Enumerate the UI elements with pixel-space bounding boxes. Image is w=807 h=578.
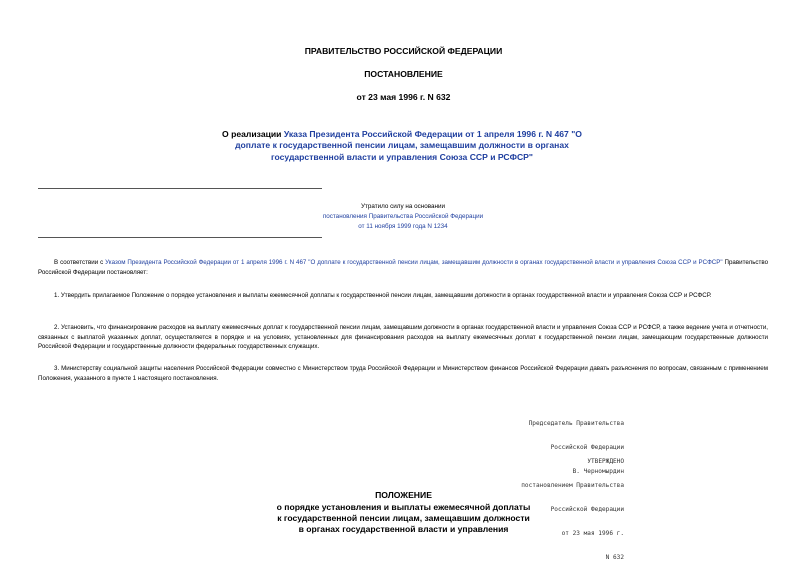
regulation-title-line3: в органах государственной власти и управления bbox=[298, 524, 509, 534]
signature-line3: В. Черномырдин bbox=[572, 468, 624, 475]
regulation-title-line1: о порядке установления и выплаты ежемесячной доплаты bbox=[276, 502, 531, 512]
approved-line4: от 23 мая 1996 г. bbox=[561, 530, 624, 537]
signature-line1: Председатель Правительства bbox=[528, 420, 624, 427]
document-date-number: от 23 мая 1996 г. N 632 bbox=[356, 92, 451, 102]
lost-force-line1: Утратило силу на основании bbox=[360, 203, 446, 210]
divider-top bbox=[38, 188, 322, 189]
preamble-decree-link[interactable]: Указом Президента Российской Федерации от 1 апреля 1996 г. N 467 "О доплате к государственной пенсии лицам, замещавшим должности в органах государственной власти и управления Союза ССР и РСФСР" bbox=[105, 259, 723, 266]
preamble-suffix: Правительство Российской Федерации постановляет: bbox=[38, 259, 769, 276]
title-decree-link[interactable]: Указа Президента Российской Федерации от 1 апреля 1996 г. N 467 "О доплате к государственной пенсии лицам, замещавшим должности в органах государственной власти и управления Союза ССР и РСФСР" bbox=[235, 129, 582, 162]
regulation-heading: ПОЛОЖЕНИЕ bbox=[375, 490, 432, 500]
regulation-title-line2: к государственной пенсии лицам, замещавшим должности bbox=[277, 513, 530, 523]
approved-line2: постановлением Правительства bbox=[521, 482, 624, 489]
lost-force-link-resolution[interactable]: постановления Правительства Российской Федерации bbox=[322, 213, 484, 220]
signature-line2: Российской Федерации bbox=[550, 444, 624, 451]
document-type: ПОСТАНОВЛЕНИЕ bbox=[364, 69, 443, 79]
preamble-prefix: В соответствии с bbox=[54, 259, 106, 266]
approved-line3: Российской Федерации bbox=[550, 506, 624, 513]
divider-bottom bbox=[38, 237, 322, 238]
document-title bbox=[222, 129, 582, 163]
lost-force-note bbox=[265, 202, 541, 232]
paragraph-preamble bbox=[38, 258, 768, 277]
approved-line1: УТВЕРЖДЕНО bbox=[587, 458, 624, 465]
paragraph-3: 3. Министерству социальной защиты населения Российской Федерации совместно с Министерством труда Российской Федерации и Министерством финансов Российской Федерации давать разъяснения по вопросам, связанным с применением Положения, указанного в пункте 1 настоящего постановления. bbox=[38, 365, 768, 382]
paragraph-1: 1. Утвердить прилагаемое Положение о порядке установления и выплаты ежемесячной доплаты к государственной пенсии лицам, замещавшим должности в органах государственной власти и управления Союза ССР и РСФСР. bbox=[54, 292, 712, 299]
title-prefix: О реализации bbox=[222, 129, 284, 139]
paragraph-2: 2. Установить, что финансирование расходов на выплату ежемесячных доплат к государственной пенсии лицам, замещавшим должности в органах государственной власти и управления Союза ССР и РСФСР, а также ведение учета и отчетности, связанных с выплатой указанных доплат, осуществляется в порядке и на условиях, установленных для финансирования расходов на выплату ежемесячных доплат к государственной пенсии лицам, замещающим государственные должности Российской Федерации и государственные должности федеральных государственных служащих. bbox=[38, 324, 768, 351]
government-heading: ПРАВИТЕЛЬСТВО РОССИЙСКОЙ ФЕДЕРАЦИИ bbox=[304, 46, 503, 56]
lost-force-link-date[interactable]: от 11 ноября 1999 года N 1234 bbox=[358, 223, 448, 230]
approved-line5: N 632 bbox=[605, 554, 624, 561]
